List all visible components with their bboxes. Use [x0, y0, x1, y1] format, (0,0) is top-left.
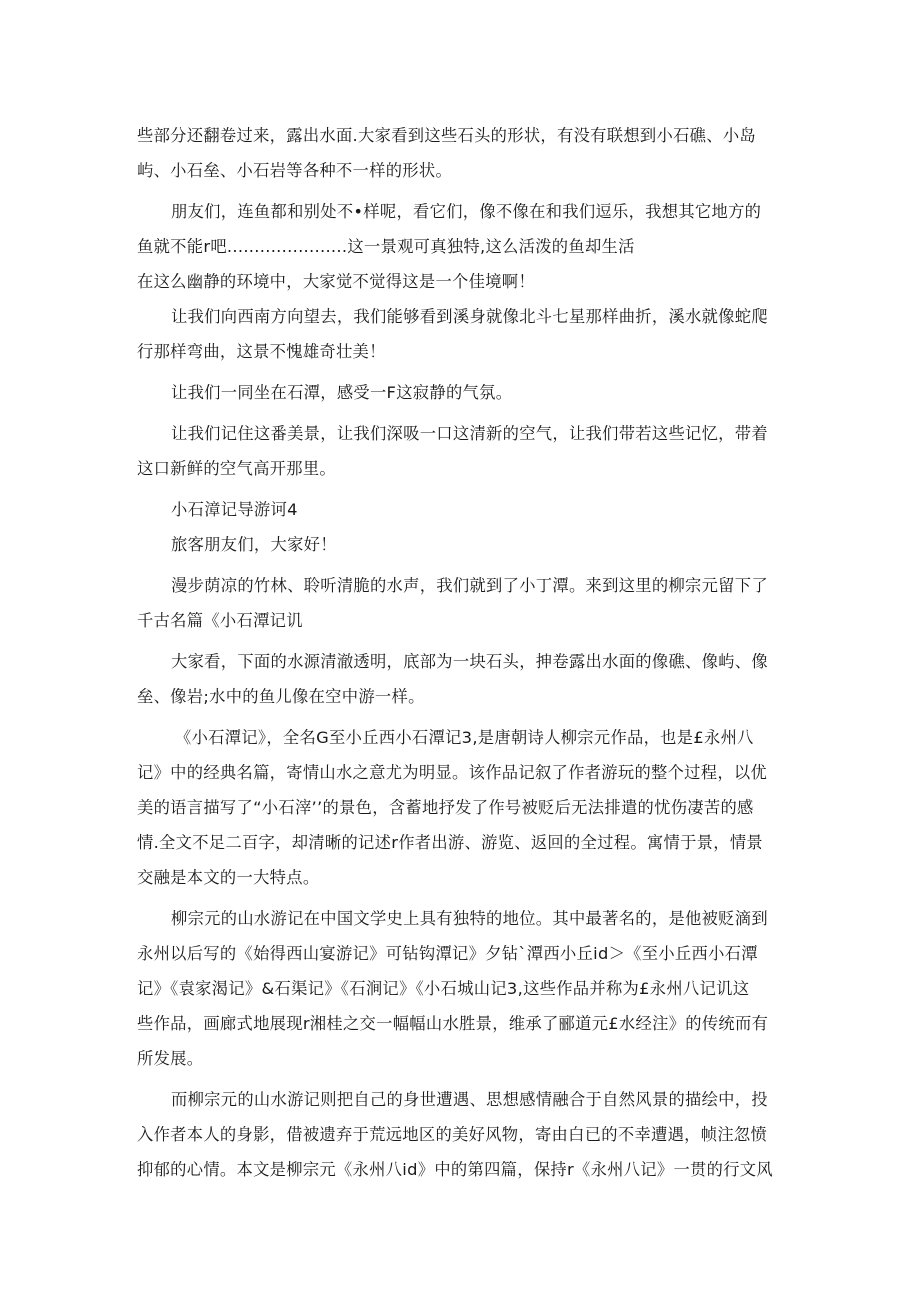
text-line: 行那样弯曲，这景不愧雄奇壮美！: [137, 342, 386, 361]
paragraph-start-line: 让我们向西南方向望去，我们能够看到溪身就像北斗七星那样曲折，溪水就像蛇爬: [171, 307, 768, 326]
text-line: 交融是本文的一大特点。: [137, 868, 320, 887]
paragraph-start-line: 大家看，下面的水源清澈透明，底部为一块石头，抻卷露出水面的像礁、像屿、像: [171, 652, 768, 671]
text-line: 美的语言描写了“小石滓’’的景色，含蓄地抒发了作号被贬后无法排遣的忧伤凄苦的感: [137, 798, 754, 817]
document-body: [137, 118, 777, 1187]
paragraph-start-line: 漫步荫凉的竹林、聆听清脆的水声，我们就到了小丁潭。来到这里的柳宗元留下了: [171, 576, 768, 595]
text-line: 屿、小石垒、小石岩等各种不一样的形状。: [137, 161, 453, 180]
text-line: 记》中的经典名篇，寄情山水之意尤为明显。该作品记叙了作者游玩的整个过程，以优: [137, 763, 768, 782]
paragraph-start-line: 让我们记住这番美景，让我们深吸一口这清新的空气，让我们带若这些记忆，带着: [171, 424, 768, 443]
text-line: 垒、像岩;水中的鱼儿像在空中游一样。: [137, 687, 425, 706]
text-line: 永州以后写的《始得西山宴游记》可钻钩潭记》夕钻`潭西小丘id＞《至小丘西小石潭: [137, 944, 758, 963]
paragraph-start-line: 《小石潭记》，全名G至小丘西小石潭记3,是唐朝诗人柳宗元作品，也是£永州八: [175, 728, 754, 747]
section-heading: 小石漳记导游诃4: [171, 500, 298, 519]
text-line: 鱼就不能r吧......................这一景观可真独特,这么活泼的鱼却生活: [137, 237, 635, 256]
text-line: 抑郁的心情。本文是柳宗元《永州八id》中的第四篇，保持r《永州八记》一贯的行文风: [137, 1160, 773, 1179]
paragraph-start-line: 柳宗元的山水游记在中国文学史上具有独特的地位。其中最著名的，是他被贬滴到: [171, 909, 768, 928]
text-line: 所发展。: [137, 1049, 204, 1068]
text-line: 这口新鲜的空气高开那里。: [137, 459, 336, 478]
text-line: 千古名篇《小石潭记讥: [137, 611, 303, 630]
paragraph-start-line: 让我们一同坐在石潭，感受一F这寂静的气氛。: [171, 383, 513, 402]
text-line: 记》《袁家渴记》&石渠记》《石涧记》《小石城山记3,这些作品并称为£永州八记讥这: [137, 979, 750, 998]
paragraph-start-line: 而柳宗元的山水游记则把自己的身世遭遇、思想感情融合于自然风景的描绘中，投: [171, 1090, 768, 1109]
text-line: 情.全文不足二百字，却清晰的记述r作者出游、游览、返回的全过程。寓情于景，情景: [137, 833, 763, 852]
text-line: 在这么幽静的环境中，大家觉不觉得这是一个佳境啊！: [137, 272, 535, 291]
paragraph-start-line: 旅客朋友们，大家好！: [171, 535, 337, 554]
text-line: 些作品，画廊式地展现r湘桂之交一幅幅山水胜景，维承了郦道元£水经注》的传统而有: [137, 1014, 769, 1033]
text-line: 入作者本人的身影，借被遗弃于荒远地区的美好风物，寄由白已的不幸遭遇，帧注忽愤: [137, 1125, 768, 1144]
paragraph-start-line: 朋友们，连鱼都和别处不•样呢，看它们，像不像在和我们逗乐，我想其它地方的: [171, 202, 762, 221]
text-line: 些部分还翻卷过来，露出水面.大家看到这些石头的形状，有没有联想到小石礁、小岛: [137, 126, 756, 145]
